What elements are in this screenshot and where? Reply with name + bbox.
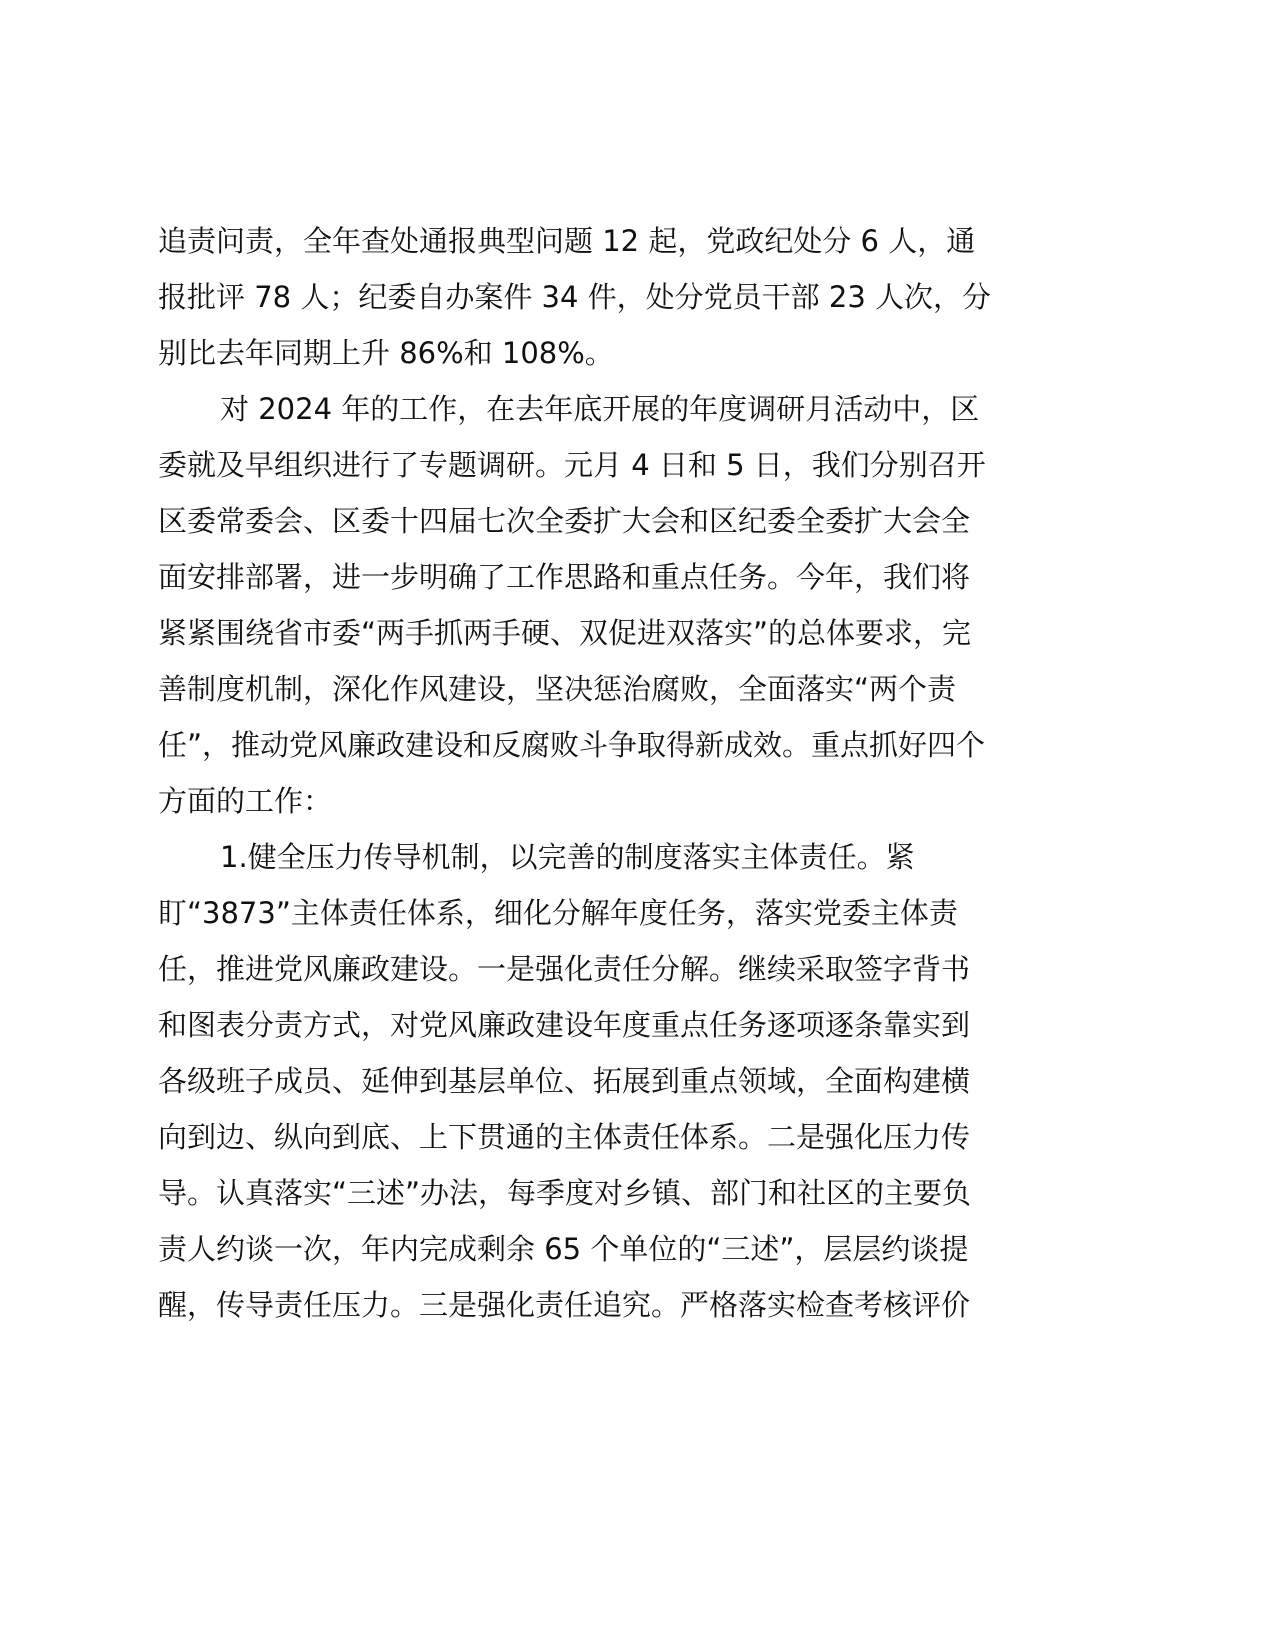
text-line: 追责问责，全年查处通报典型问题 12 起，党政纪处分 6 人，通 bbox=[158, 224, 976, 258]
text-line: 报批评 78 人；纪委自办案件 34 件，处分党员干部 23 人次，分 bbox=[158, 280, 992, 314]
text-line: 和图表分责方式，对党风廉政建设年度重点任务逐项逐条靠实到 bbox=[158, 1008, 971, 1042]
text-line: 善制度机制，深化作风建设，坚决惩治腐败，全面落实“两个责 bbox=[158, 672, 957, 706]
text-line: 对 2024 年的工作，在去年底开展的年度调研月活动中，区 bbox=[220, 392, 980, 426]
text-line: 各级班子成员、延伸到基层单位、拓展到重点领域，全面构建横 bbox=[158, 1064, 971, 1098]
text-line: 方面的工作： bbox=[158, 784, 333, 818]
text-line: 向到边、纵向到底、上下贯通的主体责任体系。二是强化压力传 bbox=[158, 1120, 971, 1154]
text-line: 紧紧围绕省市委“两手抓两手硬、双促进双落实”的总体要求，完 bbox=[158, 616, 972, 650]
text-line: 盯“3873”主体责任体系，细化分解年度任务，落实党委主体责 bbox=[158, 896, 958, 930]
text-line: 任”，推动党风廉政建设和反腐败斗争取得新成效。重点抓好四个 bbox=[158, 728, 986, 762]
text-line: 责人约谈一次，年内完成剩余 65 个单位的“三述”，层层约谈提 bbox=[158, 1232, 969, 1266]
text-line: 委就及早组织进行了专题调研。元月 4 日和 5 日，我们分别召开 bbox=[158, 448, 986, 482]
text-line: 区委常委会、区委十四届七次全委扩大会和区纪委全委扩大会全 bbox=[158, 504, 971, 538]
text-line: 导。认真落实“三述”办法，每季度对乡镇、部门和社区的主要负 bbox=[158, 1176, 972, 1210]
text-line: 别比去年同期上升 86%和 108%。 bbox=[158, 336, 614, 370]
text-line: 醒，传导责任压力。三是强化责任追究。严格落实检查考核评价 bbox=[158, 1288, 971, 1322]
text-line: 任，推进党风廉政建设。一是强化责任分解。继续采取签字背书 bbox=[158, 952, 971, 986]
document-body bbox=[158, 213, 1063, 1333]
text-line: 面安排部署，进一步明确了工作思路和重点任务。今年，我们将 bbox=[158, 560, 971, 594]
text-line: 1.健全压力传导机制，以完善的制度落实主体责任。紧 bbox=[220, 840, 915, 874]
